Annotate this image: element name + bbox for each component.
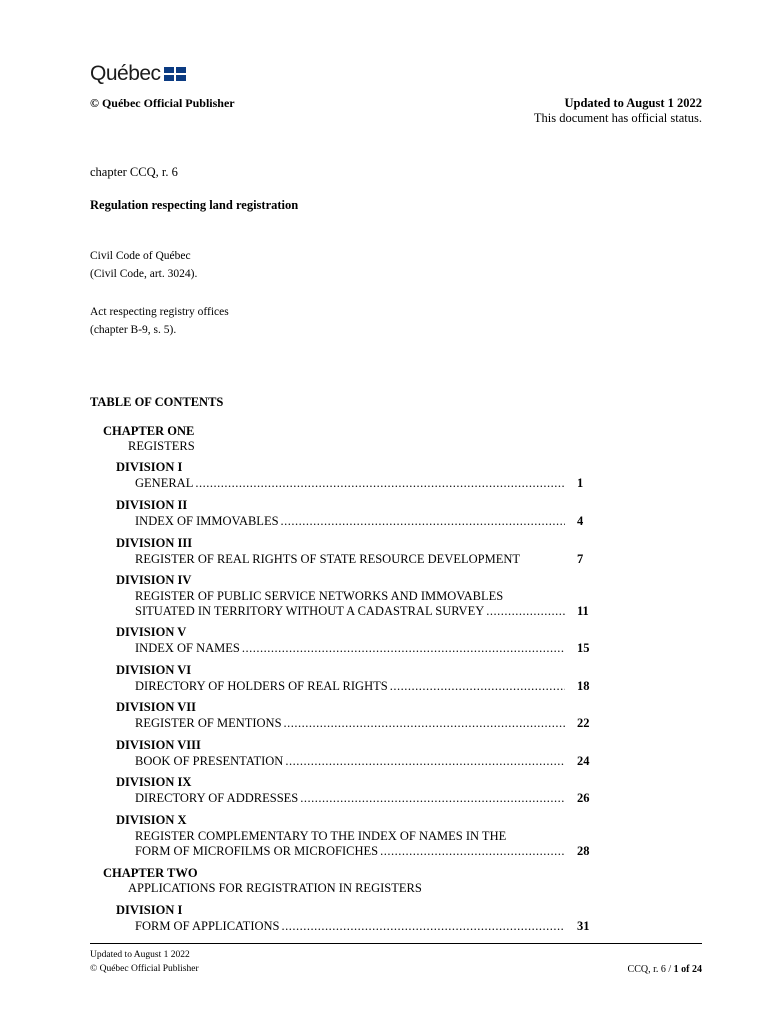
toc-entry-line [135, 679, 567, 694]
source-civil-code [90, 247, 197, 283]
toc-entry-text: SITUATED IN TERRITORY WITHOUT A CADASTRAL SURVEY [135, 604, 485, 618]
dot-leader [285, 754, 565, 769]
toc-entry-text: FORM OF APPLICATIONS [135, 919, 280, 933]
publisher-notice: © Québec Official Publisher [90, 96, 235, 110]
dot-leader [300, 791, 565, 806]
toc-division-label: DIVISION IV [116, 573, 192, 587]
dot-leader [281, 919, 565, 934]
source-registry-act [90, 303, 229, 339]
toc-page-number: 22 [577, 716, 590, 730]
toc-entry-text: DIRECTORY OF ADDRESSES [135, 791, 299, 805]
page-indicator [628, 964, 702, 975]
toc-entry-link[interactable] [135, 754, 567, 769]
source-citation: (Civil Code, art. 3024). [90, 268, 198, 280]
footer-updated: Updated to August 1 2022 [90, 950, 190, 960]
toc-page-number: 1 [577, 476, 584, 490]
dot-leader [195, 476, 565, 491]
toc-page-number: 18 [577, 679, 590, 693]
toc-page-number: 7 [577, 552, 584, 566]
toc-entry-text: REGISTER OF MENTIONS [135, 716, 282, 730]
dot-leader [281, 514, 565, 529]
logo-wordmark: Québec [90, 62, 161, 85]
toc-division-label: DIVISION IX [116, 775, 192, 789]
dot-leader [486, 604, 565, 619]
page-ref: CCQ, r. 6 / [627, 964, 674, 975]
toc-entry-link[interactable] [135, 476, 567, 491]
toc-entry-link[interactable] [135, 791, 567, 806]
dot-leader [390, 679, 565, 694]
toc-division-label: DIVISION X [116, 813, 187, 827]
toc-chapter-label: CHAPTER ONE [103, 424, 195, 438]
chapter-reference: chapter CCQ, r. 6 [90, 165, 178, 179]
toc-entry-link[interactable] [135, 919, 567, 934]
fleur-de-lis-flag-icon [164, 67, 187, 82]
toc-entry-text: BOOK OF PRESENTATION [135, 754, 284, 768]
toc-division-label: DIVISION I [116, 460, 183, 474]
toc-entry-text: DIRECTORY OF HOLDERS OF REAL RIGHTS [135, 679, 388, 693]
toc-entry-line [135, 754, 567, 769]
toc-entry-link[interactable] [135, 829, 567, 859]
toc-chapter-label: CHAPTER TWO [103, 866, 198, 880]
toc-page-number: 31 [577, 919, 590, 933]
toc-entry-line [135, 791, 567, 806]
toc-chapter-title: REGISTERS [128, 439, 195, 453]
source-name: Civil Code of Québec [90, 250, 191, 262]
toc-entry-line [135, 919, 567, 934]
toc-page-number: 28 [577, 844, 590, 858]
toc-page-number: 26 [577, 791, 590, 805]
dot-leader [284, 716, 565, 731]
dot-leader [242, 641, 565, 656]
toc-entry-text: FORM OF MICROFILMS OR MICROFICHES [135, 844, 379, 858]
official-status: This document has official status. [533, 111, 702, 125]
updated-date: Updated to August 1 2022 [564, 96, 702, 110]
toc-page-number: 15 [577, 641, 590, 655]
toc-entry-text: INDEX OF IMMOVABLES [135, 514, 279, 528]
toc-division-label: DIVISION V [116, 625, 187, 639]
quebec-logo [90, 62, 187, 86]
toc-division-label: DIVISION II [116, 498, 188, 512]
toc-heading: TABLE OF CONTENTS [90, 395, 224, 409]
toc-entry-line [135, 844, 567, 859]
toc-page-number: 24 [577, 754, 590, 768]
toc-entry-link[interactable] [135, 589, 567, 619]
toc-entry-text: INDEX OF NAMES [135, 641, 240, 655]
toc-division-label: DIVISION VI [116, 663, 192, 677]
source-citation: (chapter B-9, s. 5). [90, 324, 177, 336]
toc-entry-link[interactable] [135, 514, 567, 529]
toc-division-label: DIVISION VII [116, 700, 197, 714]
toc-entry-text: REGISTER OF PUBLIC SERVICE NETWORKS AND IMMOVABLES [135, 589, 504, 603]
toc-entry-line [135, 589, 567, 604]
toc-entry-text: GENERAL [135, 476, 194, 490]
page-number: 1 of 24 [673, 964, 702, 975]
toc-chapter-title: APPLICATIONS FOR REGISTRATION IN REGISTERS [128, 881, 422, 895]
document-title: Regulation respecting land registration [90, 198, 299, 212]
toc-division-label: DIVISION VIII [116, 738, 201, 752]
footer-publisher: © Québec Official Publisher [90, 964, 199, 974]
toc-page-number: 11 [577, 604, 589, 618]
toc-entry-line [135, 514, 567, 529]
toc-division-label: DIVISION III [116, 536, 193, 550]
toc-entry-link[interactable] [135, 552, 567, 567]
footer-divider [90, 943, 702, 944]
toc-entry-link[interactable] [135, 679, 567, 694]
toc-entry-line [135, 829, 567, 844]
toc-entry-line [135, 476, 567, 491]
toc-entry-text: REGISTER COMPLEMENTARY TO THE INDEX OF NAMES IN THE [135, 829, 507, 843]
toc-entry-line [135, 552, 567, 567]
dot-leader [380, 844, 565, 859]
source-name: Act respecting registry offices [90, 306, 229, 318]
toc-entry-link[interactable] [135, 716, 567, 731]
toc-entry-text: REGISTER OF REAL RIGHTS OF STATE RESOURCE DEVELOPMENT [135, 552, 521, 566]
toc-entry-line [135, 641, 567, 656]
toc-page-number: 4 [577, 514, 584, 528]
toc-division-label: DIVISION I [116, 903, 183, 917]
toc-entry-link[interactable] [135, 641, 567, 656]
toc-entry-line [135, 604, 567, 619]
toc-entry-line [135, 716, 567, 731]
